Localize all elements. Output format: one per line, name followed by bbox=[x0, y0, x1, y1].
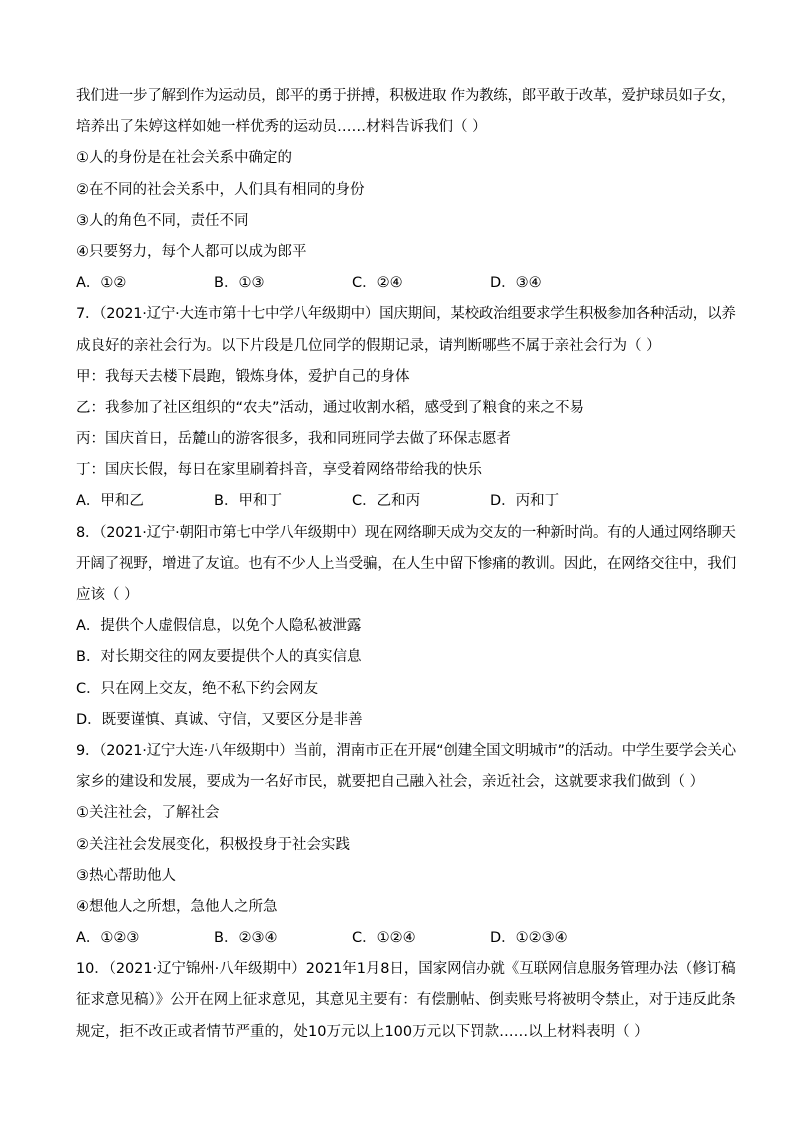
option-b: B．甲和丁 bbox=[214, 493, 282, 510]
record-jia: 甲：我每天去楼下晨跑，锻炼身体，爱护自己的身体 bbox=[76, 368, 410, 385]
text-line: 培养出了朱婷这样如她一样优秀的运动员……材料告诉我们（ ） bbox=[76, 119, 487, 136]
option-b: B．对长期交往的网友要提供个人的真实信息 bbox=[76, 649, 362, 666]
question-8 bbox=[76, 518, 736, 736]
question-stem: 家乡的建设和发展，要成为一名好市民，就要把自己融入社会，亲近社会，这就要求我们做到（ ） bbox=[76, 774, 705, 791]
record-ding: 丁：国庆长假，每日在家里刷着抖音，享受着网络带给我的快乐 bbox=[76, 462, 482, 479]
option-a: A．提供个人虚假信息，以免个人隐私被泄露 bbox=[76, 618, 362, 635]
question-stem: 开阔了视野，增进了友谊。也有不少人上当受骗，在人生中留下惨痛的教训。因此，在网络交往中，我们 bbox=[76, 555, 736, 572]
record-bing: 丙：国庆首日，岳麓山的游客很多，我和同班同学去做了环保志愿者 bbox=[76, 431, 511, 448]
option-a: A．甲和乙 bbox=[76, 493, 144, 510]
answer-options bbox=[76, 486, 736, 517]
record-yi: 乙：我参加了社区组织的“农夫”活动，通过收割水稻，感受到了粮食的来之不易 bbox=[76, 399, 585, 416]
option-c: C．只在网上交友，绝不私下约会网友 bbox=[76, 680, 319, 697]
option-b: B．①③ bbox=[214, 275, 265, 292]
question-stem: 7．（2021·辽宁·大连市第十七中学八年级期中）国庆期间，某校政治组要求学生积极参加各种活动，以养 bbox=[76, 306, 736, 323]
question-stem: 成良好的亲社会行为。以下片段是几位同学的假期记录，请判断哪些不属于亲社会行为（ ） bbox=[76, 337, 661, 354]
question-stem: 规定，拒不改正或者情节严重的，处10万元以上100万元以下罚款……以上材料表明（ ） bbox=[76, 1023, 649, 1040]
statement-4: ④想他人之所想，急他人之所急 bbox=[76, 898, 278, 915]
option-c: C．②④ bbox=[352, 275, 403, 292]
statement-4: ④只要努力，每个人都可以成为郎平 bbox=[76, 243, 307, 260]
option-c: C．乙和丙 bbox=[352, 493, 421, 510]
question-9 bbox=[76, 736, 736, 954]
option-b: B．②③④ bbox=[214, 930, 278, 947]
question-stem: 征求意见稿）》公开在网上征求意见，其意见主要有：有偿删帖、倒卖账号将被明令禁止，对于违反此条 bbox=[76, 992, 736, 1009]
answer-options bbox=[76, 923, 736, 954]
option-d: D．既要谨慎、真诚、守信，又要区分是非善 bbox=[76, 711, 363, 728]
option-d: D．①②③④ bbox=[490, 930, 568, 947]
question-stem: 9．（2021·辽宁大连·八年级期中）当前，渭南市正在开展“创建全国文明城市”的活动。中学生要学会关心 bbox=[76, 742, 736, 759]
statement-2: ②关注社会发展变化，积极投身于社会实践 bbox=[76, 836, 350, 853]
statement-2: ②在不同的社会关系中，人们具有相同的身份 bbox=[76, 181, 365, 198]
question-6-continued bbox=[76, 81, 736, 299]
answer-options bbox=[76, 268, 736, 299]
question-stem: 应该（ ） bbox=[76, 587, 139, 603]
question-10 bbox=[76, 954, 736, 1048]
statement-1: ①人的身份是在社会关系中确定的 bbox=[76, 150, 292, 167]
statement-3: ③人的角色不同，责任不同 bbox=[76, 212, 249, 229]
statement-3: ③热心帮助他人 bbox=[76, 867, 176, 884]
text-line: 我们进一步了解到作为运动员，郎平的勇于拼搏，积极进取 作为教练，郎平敢于改革，爱护球员如子女， bbox=[76, 88, 736, 104]
question-stem: 10．（2021·辽宁锦州·八年级期中）2021年1月8日，国家网信办就《互联网信息服务管理办法（修订稿 bbox=[76, 961, 736, 978]
option-d: D．丙和丁 bbox=[490, 493, 560, 510]
option-c: C．①②④ bbox=[352, 930, 416, 947]
page-content bbox=[76, 81, 736, 1048]
question-stem: 8．（2021·辽宁·朝阳市第七中学八年级期中）现在网络聊天成为交友的一种新时尚。有的人通过网络聊天 bbox=[76, 524, 736, 541]
option-d: D．③④ bbox=[490, 275, 542, 292]
question-7 bbox=[76, 299, 736, 517]
option-a: A．①② bbox=[76, 275, 127, 292]
statement-1: ①关注社会，了解社会 bbox=[76, 805, 220, 822]
option-a: A．①②③ bbox=[76, 930, 140, 947]
